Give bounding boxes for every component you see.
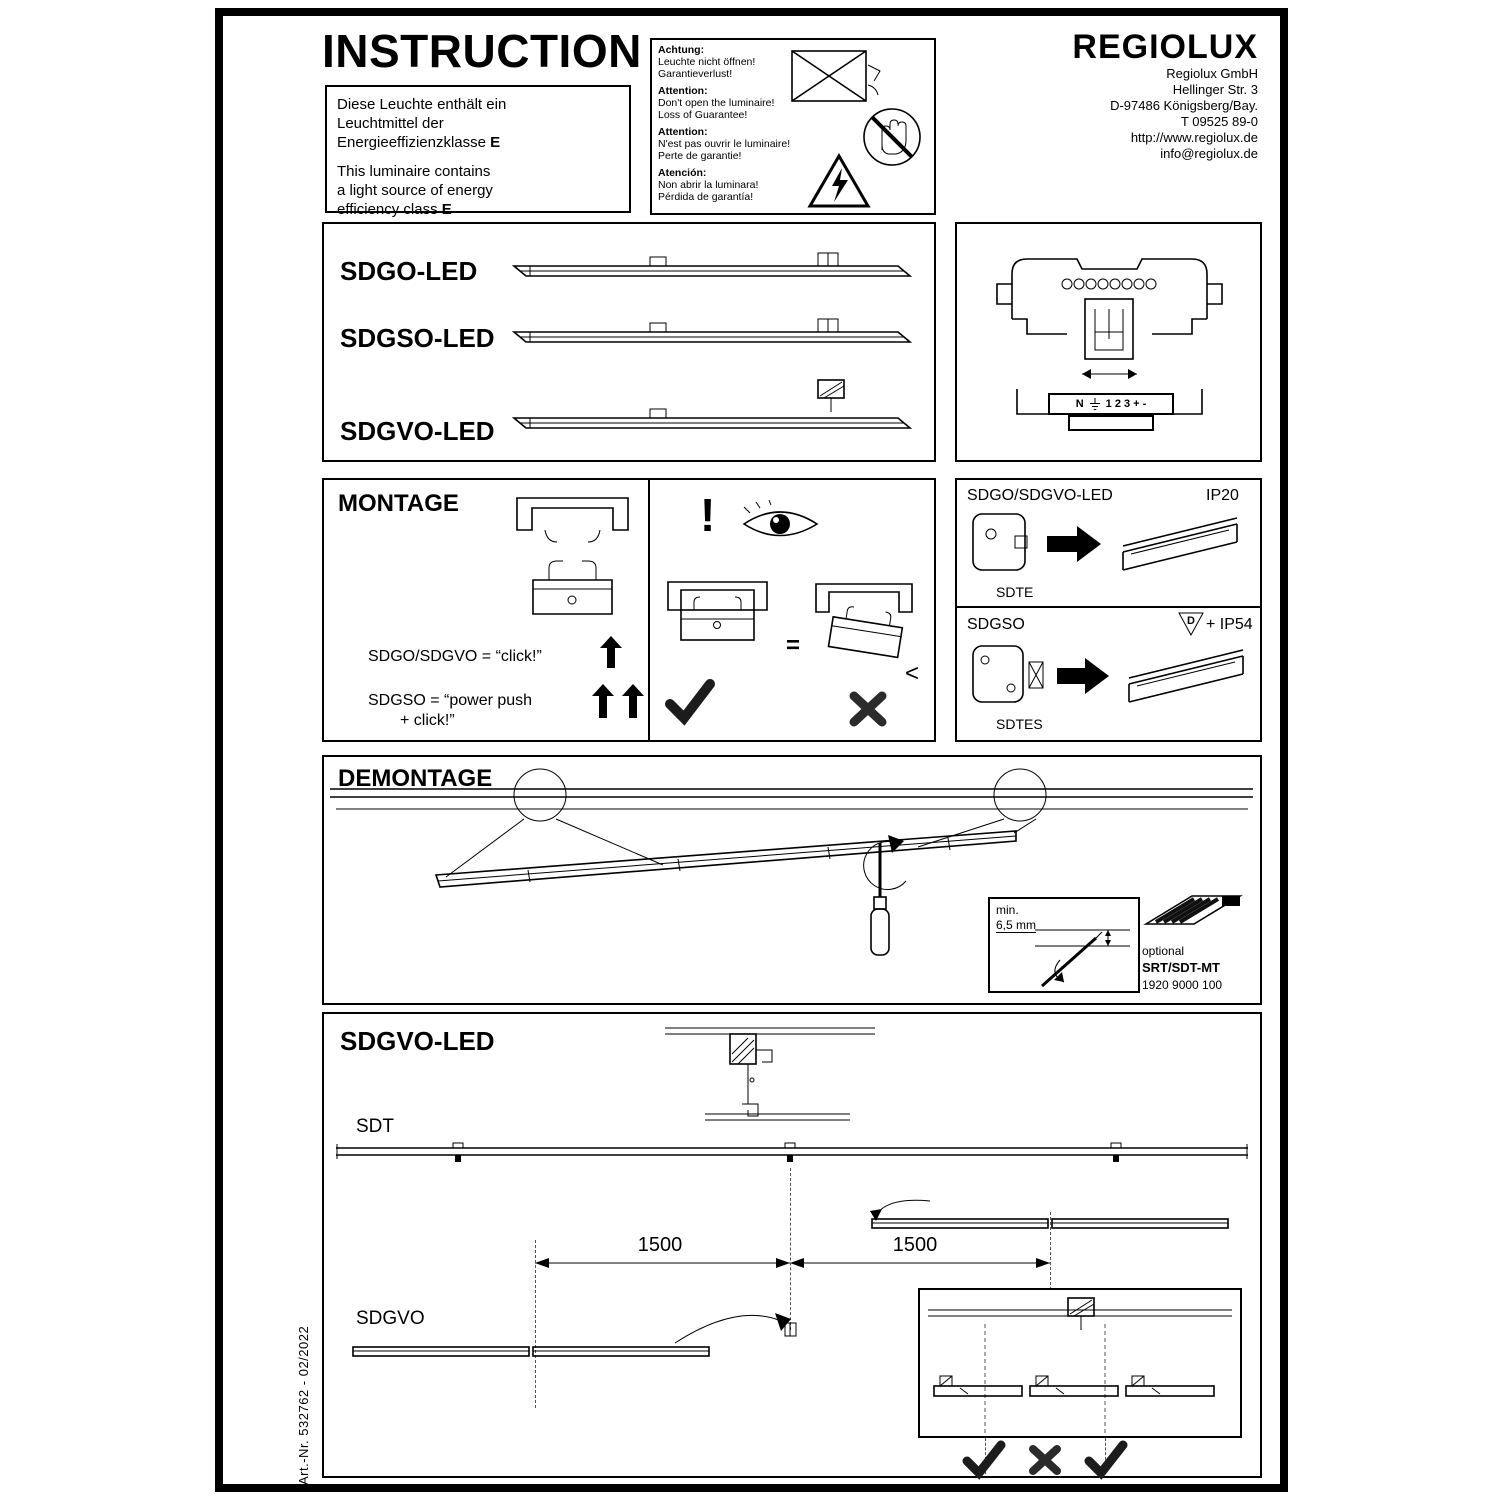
equals-sign: = (786, 632, 801, 659)
attention-exclamation: ! (700, 489, 716, 541)
montage-profile-drawing (505, 488, 640, 638)
sdgvo-luminaire-drawing (500, 378, 920, 446)
demontage-title: DEMONTAGE (338, 765, 493, 792)
eye-icon (738, 500, 823, 546)
warning-text-column (658, 44, 796, 203)
cross-icon (846, 688, 890, 730)
warning-heading-fr: Attention: (658, 126, 708, 138)
terminal-strip (1048, 393, 1174, 415)
endcap1-ip-rating: IP20 (1206, 487, 1239, 504)
address-line: Hellinger Str. 3 (1172, 82, 1258, 97)
optional-label: optional (1142, 944, 1185, 958)
sdt-rail-label: SDT (356, 1116, 394, 1137)
warning-line: Leuchte nicht öffnen! (658, 56, 756, 68)
product-label-sdgso: SDGSO-LED (340, 323, 495, 353)
lower-luminaire-row-drawing (345, 1295, 805, 1373)
d-triangle-letter: D (1187, 615, 1195, 627)
d-triangle-icon (1178, 612, 1204, 636)
endcap2-part-label: SDTES (996, 716, 1043, 732)
alignment-detail-drawing (920, 1290, 1240, 1436)
montage-click-note: SDGO/SDGVO = “click!” (368, 648, 542, 665)
less-than-sign: < (905, 660, 920, 687)
sdte-endcap-drawing (965, 508, 1255, 580)
product-label-sdgvo: SDGVO-LED (340, 416, 495, 446)
brand-address (1000, 66, 1258, 162)
up-arrow-icon (600, 636, 622, 668)
warning-heading-en: Attention: (658, 85, 708, 97)
energy-de-class: E (490, 134, 501, 151)
sdtes-endcap-drawing (965, 638, 1255, 714)
address-line: info@regiolux.de (1160, 146, 1258, 161)
do-not-open-icon (788, 45, 884, 107)
page-title: INSTRUCTION (322, 25, 642, 77)
warning-line: Pérdida de garantía! (658, 191, 754, 203)
montage-push-note-line2: + click!” (400, 712, 455, 729)
sdgvo-luminaire-label: SDGVO (356, 1308, 425, 1329)
article-number: Art.-Nr. 532762 - 02/2022 (296, 1325, 311, 1485)
dimension-right: 1500 (892, 1234, 938, 1256)
warning-heading-de: Achtung: (658, 44, 705, 56)
energy-de-line3: Energieeffizienzklasse (337, 134, 486, 151)
alignment-dashed-line (1050, 1212, 1051, 1290)
correct-mounting-drawing (660, 572, 775, 692)
endcap1-label: SDGO/SDGVO-LED (967, 487, 1113, 504)
sdt-rail-drawing (336, 1138, 1248, 1170)
cross-icon (1026, 1442, 1064, 1478)
address-line: Regiolux GmbH (1166, 66, 1258, 81)
terminal-base-block (1068, 415, 1154, 431)
montage-push-note-line1: SDGSO = “power push (368, 692, 533, 709)
srt-sdt-mt-tool-drawing (1142, 884, 1244, 942)
address-line: T 09525 89-0 (1180, 114, 1258, 129)
warning-line: Garantieverlust! (658, 68, 733, 80)
energy-en-line1: This luminaire contains (337, 163, 491, 180)
terminal-numbers: 1 2 3 + - (1105, 398, 1147, 410)
dimension-lines (525, 1252, 1065, 1274)
double-up-arrow-icon (592, 684, 644, 718)
energy-class-box (325, 85, 631, 218)
energy-en-line3: efficiency class (337, 201, 438, 218)
warning-line: N'est pas ouvrir le luminaire! (658, 138, 791, 150)
upper-luminaire-row-drawing (780, 1195, 1245, 1240)
montage-title: MONTAGE (338, 490, 459, 517)
min-gap-drawing (1030, 900, 1135, 990)
check-icon (962, 1440, 1006, 1478)
address-line: D-97486 Königsberg/Bay. (1110, 98, 1258, 113)
endcap2-ip-rating: + IP54 (1206, 616, 1253, 633)
address-line: http://www.regiolux.de (1130, 130, 1258, 145)
energy-en-class: E (441, 201, 452, 218)
sdgvo-connector-detail-drawing (660, 1022, 880, 1142)
sdgvo-section-title: SDGVO-LED (340, 1026, 495, 1056)
sdgso-luminaire-drawing (500, 306, 920, 358)
endcap1-part-label: SDTE (996, 584, 1034, 600)
brand-logo: REGIOLUX (1072, 28, 1258, 66)
energy-en-line2: a light source of energy (337, 182, 493, 199)
warning-line: Loss of Guarantee! (658, 109, 748, 121)
earth-ground-icon (1089, 398, 1101, 411)
endcap2-label: SDGSO (967, 616, 1025, 633)
warning-heading-es: Atención: (658, 167, 707, 179)
tool-part-number: 1920 9000 100 (1142, 978, 1223, 992)
min-value: 6,5 mm (996, 918, 1037, 932)
energy-de-line2: Leuchtmittel der (337, 115, 444, 132)
tool-part-name: SRT/SDT-MT (1142, 960, 1220, 975)
wrong-mounting-drawing (808, 576, 920, 696)
sdgo-luminaire-drawing (500, 240, 920, 292)
min-label: min. (996, 903, 1019, 917)
warning-line: Don't open the luminaire! (658, 97, 775, 109)
terminal-n-label: N (1075, 398, 1084, 410)
warning-line: Perte de garantie! (658, 150, 742, 162)
product-label-sdgo: SDGO-LED (340, 256, 478, 286)
check-icon (664, 678, 716, 724)
check-icon (1084, 1440, 1128, 1478)
dimension-left: 1500 (637, 1234, 683, 1256)
warning-line: Non abrir la luminara! (658, 179, 759, 191)
electric-shock-warning-icon (806, 152, 872, 212)
energy-de-line1: Diese Leuchte enthält ein (337, 96, 507, 113)
